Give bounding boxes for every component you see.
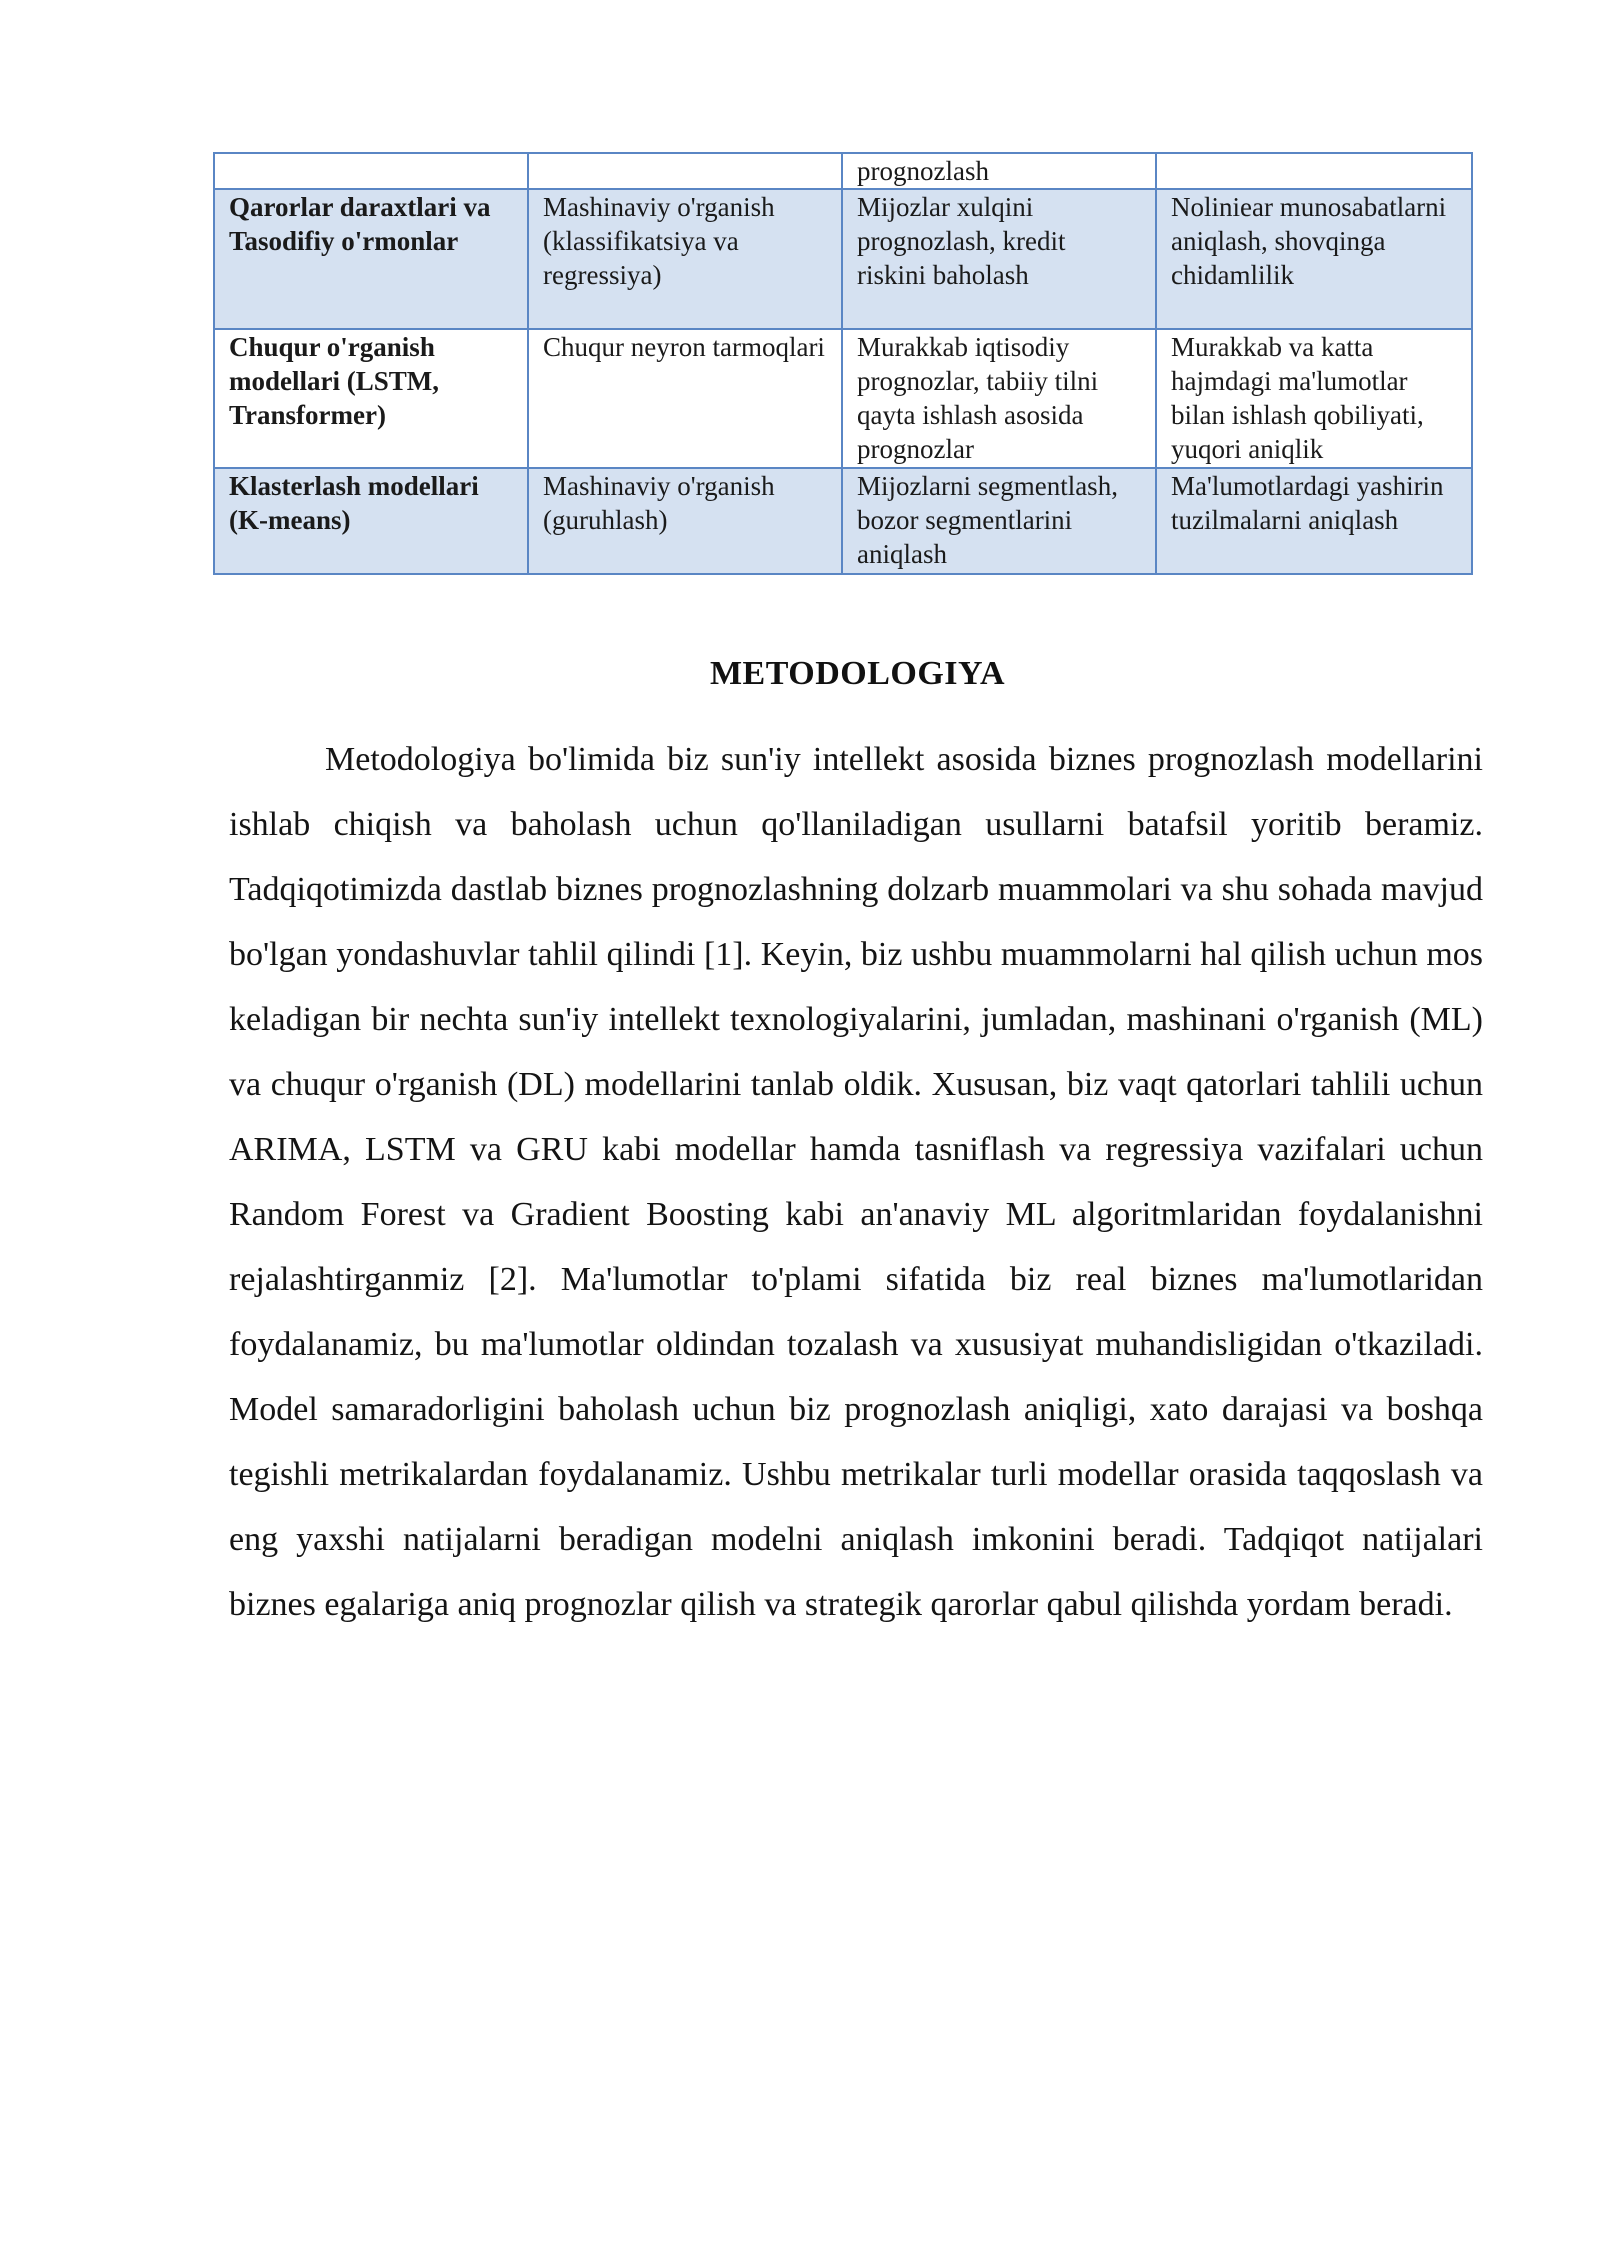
table-cell-advantage: Ma'lumotlardagi yashirin tuzilmalarni aniqlash (1156, 468, 1472, 574)
table-cell-model (214, 153, 528, 189)
section-heading: METODOLOGIYA (709, 655, 1006, 692)
table-cell-advantage: Murakkab va katta hajmdagi ma'lumotlar bilan ishlash qobiliyati, yuqori aniqlik (1156, 329, 1472, 468)
table-row (214, 189, 1472, 329)
table-cell-model: Klasterlash modellari (K-means) (214, 468, 528, 574)
table-cell-application: Mijozlarni segmentlash, bozor segmentlarini aniqlash (842, 468, 1156, 574)
table-cell-model: Chuqur o'rganish modellari (LSTM, Transformer) (214, 329, 528, 468)
table-row (214, 468, 1472, 574)
table-cell-type: Chuqur neyron tarmoqlari (528, 329, 842, 468)
table-cell-advantage: Noliniear munosabatlarni aniqlash, shovqinga chidamlilik (1156, 189, 1472, 329)
table-cell-type (528, 153, 842, 189)
table-cell-type: Mashinaviy o'rganish (klassifikatsiya va regressiya) (528, 189, 842, 329)
table-cell-application: Murakkab iqtisodiy prognozlar, tabiiy tilni qayta ishlash asosida prognozlar (842, 329, 1156, 468)
table-cell-application: prognozlash (842, 153, 1156, 189)
table-cell-type: Mashinaviy o'rganish (guruhlash) (528, 468, 842, 574)
table-cell-model: Qarorlar daraxtlari va Tasodifiy o'rmonlar (214, 189, 528, 329)
methodology-paragraph: Metodologiya bo'limida biz sun'iy intellekt asosida biznes prognozlash modellarini ishlab chiqish va baholash uchun qo'llaniladigan usullarni batafsil yoritib beramiz. Tadqiqotimizda dastlab biznes prognozlashning dolzarb muammolari va shu sohada mavjud bo'lgan yondashuvlar tahlil qilindi [1]. Keyin, biz ushbu muammolarni hal qilish uchun mos keladigan bir nechta sun'iy intellekt texnologiyalarini, jumladan, mashinani o'rganish (ML) va chuqur o'rganish (DL) modellarini tanlab oldik. Xususan, biz vaqt qatorlari tahlili uchun ARIMA, LSTM va GRU kabi modellar hamda tasniflash va regressiya vazifalari uchun Random Forest va Gradient Boosting kabi an'anaviy ML algoritmlaridan foydalanishni rejalashtirganmiz [2]. Ma'lumotlar to'plami sifatida biz real biznes ma'lumotlaridan foydalanamiz, bu ma'lumotlar oldindan tozalash va xususiyat muhandisligidan o'tkaziladi. Model samaradorligini baholash uchun biz prognozlash aniqligi, xato darajasi va boshqa tegishli metrikalardan foydalanamiz. Ushbu metrikalar turli modellar orasida taqqoslash va eng yaxshi natijalarni beradigan modelni aniqlash imkonini beradi. Tadqiqot natijalari biznes egalariga aniq prognozlar qilish va strategik qarorlar qabul qilishda yordam beradi. (229, 741, 1483, 1623)
table-cell-advantage (1156, 153, 1472, 189)
models-table (213, 152, 1473, 575)
table-row (214, 153, 1472, 189)
table-row (214, 329, 1472, 468)
table-cell-application: Mijozlar xulqini prognozlash, kredit riskini baholash (842, 189, 1156, 329)
